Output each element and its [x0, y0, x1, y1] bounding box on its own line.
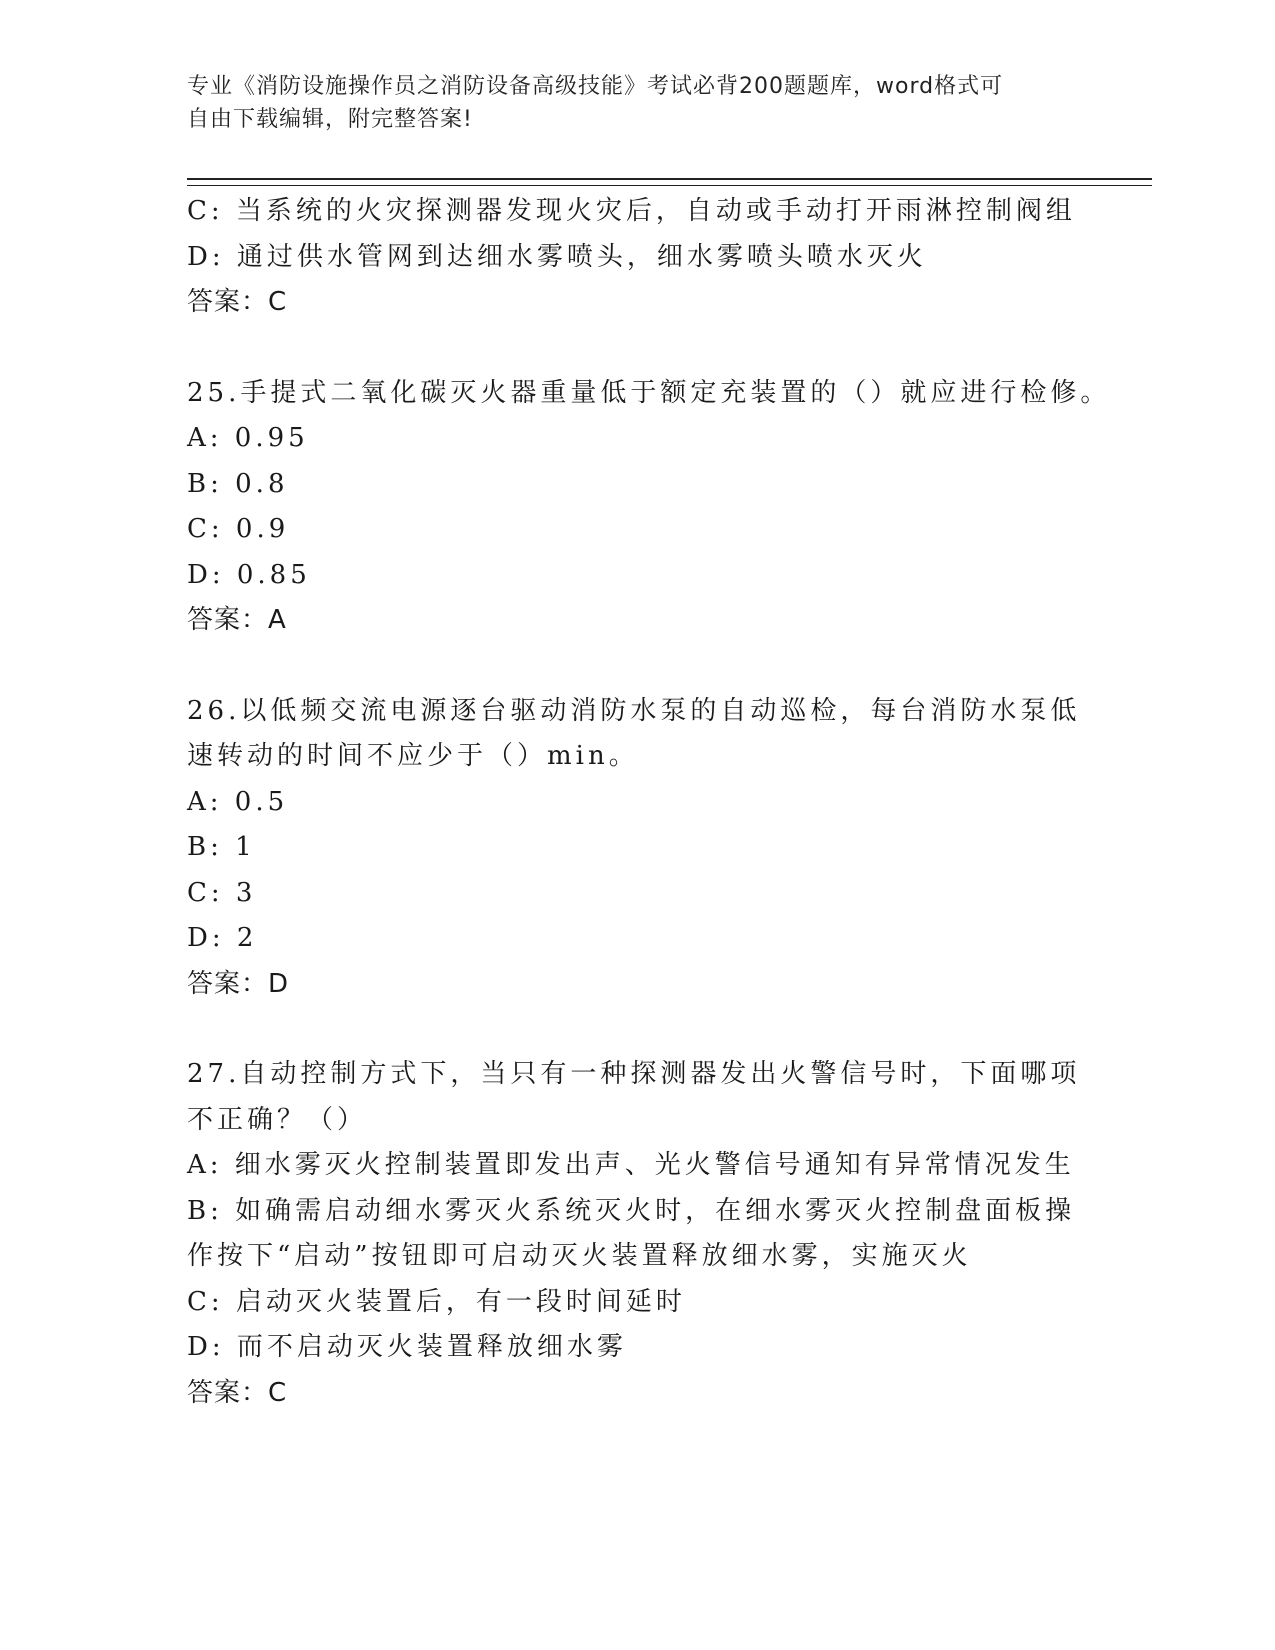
option-c: C: 3 — [187, 877, 257, 908]
option-b: B: 1 — [187, 832, 256, 862]
option-d: D: 通过供水管网到达细水雾喷头，细水雾喷头喷水灭火 — [187, 241, 927, 272]
header-line-2: 自由下载编辑，附完整答案! — [187, 107, 473, 132]
question-block-25 — [187, 371, 1111, 644]
option-a: A: 0.5 — [187, 786, 289, 817]
question-stem: 26.以低频交流电源逐台驱动消防水泵的自动巡检，每台消防水泵低速转动的时间不应少于（）min。 — [187, 695, 1081, 771]
document-header — [187, 70, 1087, 136]
option-d: D: 2 — [187, 923, 258, 953]
question-list — [187, 189, 1111, 1416]
option-a: A: 细水雾灭火控制装置即发出声、光火警信号通知有异常情况发生 — [187, 1150, 1075, 1180]
spacer — [187, 644, 1087, 689]
question-stem: 27.自动控制方式下，当只有一种探测器发出火警信号时，下面哪项不正确？（） — [187, 1059, 1081, 1135]
answer-line: 答案：A — [187, 605, 287, 635]
option-b: B: 0.8 — [187, 468, 289, 499]
option-c: C: 当系统的火灾探测器发现火灾后，自动或手动打开雨淋控制阀组 — [187, 196, 1076, 226]
answer-line: 答案：C — [187, 1377, 288, 1408]
option-b: B: 如确需启动细水雾灭火系统灭火时，在细水雾灭火控制盘面板操作按下“启动”按钮即可启动灭火装置释放细水雾，实施灭火 — [187, 1195, 1076, 1271]
question-block-27 — [187, 1052, 1087, 1416]
option-d: D: 而不启动灭火装置释放细水雾 — [187, 1332, 627, 1362]
answer-line: 答案：D — [187, 968, 290, 999]
spacer — [187, 1007, 1087, 1052]
header-line-1: 专业《消防设施操作员之消防设备高级技能》考试必背200题题库，word格式可 — [187, 74, 1004, 99]
answer-line: 答案：C — [187, 287, 288, 317]
option-c: C: 0.9 — [187, 514, 290, 544]
header-divider — [187, 178, 1152, 186]
option-c: C: 启动灭火装置后，有一段时间延时 — [187, 1286, 686, 1317]
option-d: D: 0.85 — [187, 559, 311, 590]
question-block-prev — [187, 189, 1087, 326]
option-a: A: 0.95 — [187, 423, 309, 453]
spacer — [187, 326, 1087, 371]
question-block-26 — [187, 689, 1087, 1008]
question-stem: 25.手提式二氧化碳灭火器重量低于额定充装置的（）就应进行检修。 — [187, 377, 1111, 408]
